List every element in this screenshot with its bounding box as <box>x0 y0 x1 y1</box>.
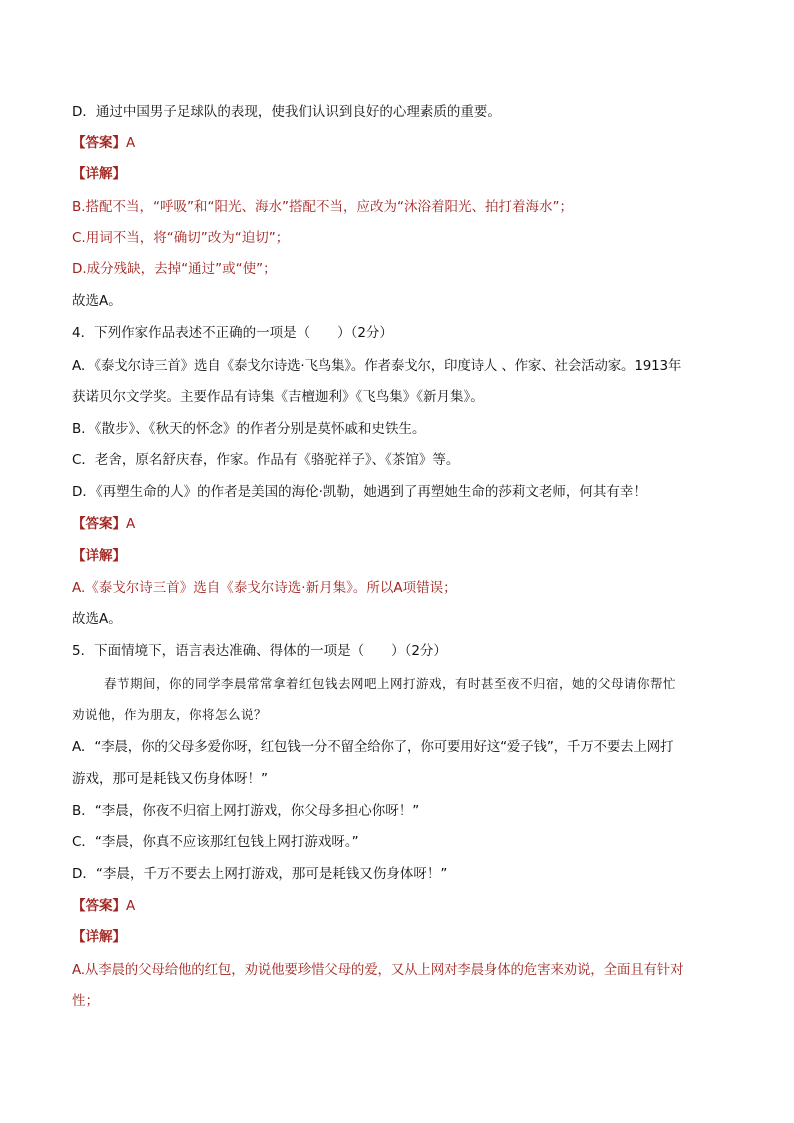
question-5-option-b: B．“李晨，你夜不归宿上网打游戏，你父母多担心你呀！” <box>72 803 420 819</box>
explanation-label: 【详解】 <box>72 548 126 564</box>
question-5-option-c: C．“李晨，你真不应该那红包钱上网打游戏呀。” <box>72 834 359 850</box>
question-5-option-a-cont: 游戏，那可是耗钱又伤身体呀！” <box>72 771 268 787</box>
question-4-option-a-cont: 获诺贝尔文学奖。主要作品有诗集《吉檀迦利》《飞鸟集》《新月集》。 <box>72 389 484 405</box>
question-5-option-a: A．“李晨，你的父母多爱你呀，红包钱一分不留全给你了，你可要用好这“爱子钱”，千万不要去上网打 <box>72 739 674 755</box>
option-d-q3: D．通过中国男子足球队的表现，使我们认识到良好的心理素质的重要。 <box>72 104 501 120</box>
answer-line-q4 <box>72 514 727 534</box>
answer-label: 【答案】 <box>72 135 126 151</box>
conclusion-q4: 故选A。 <box>72 611 122 627</box>
question-4-option-a: A．《泰戈尔诗三首》选自《泰戈尔诗选·飞鸟集》。作者泰戈尔，印度诗人 、作家、社会活动家。1913年 <box>72 358 682 374</box>
question-5-option-d: D．“李晨，千万不要去上网打游戏，那可是耗钱又伤身体呀！” <box>72 866 448 882</box>
explanation-a-q4: A.《泰戈尔诗三首》选自《泰戈尔诗选·新月集》。所以A项错误； <box>72 580 457 596</box>
question-4-stem: 4．下列作家作品表述不正确的一项是（ ）（2分） <box>72 325 393 341</box>
explanation-d: D.成分残缺，去掉“通过”或“使”； <box>72 261 277 277</box>
explanation-a-q5-cont: 性； <box>72 993 99 1009</box>
question-5-stem: 5．下面情境下，语言表达准确、得体的一项是（ ）（2分） <box>72 643 447 659</box>
question-4-option-c: C．老舍，原名舒庆春，作家。作品有《骆驼祥子》、《茶馆》等。 <box>72 452 460 468</box>
answer-value: A <box>126 135 136 151</box>
conclusion-q3: 故选A。 <box>72 293 122 309</box>
answer-line-q3 <box>72 133 727 153</box>
explanation-c: C.用词不当，将“确切”改为“迫切”； <box>72 230 290 246</box>
answer-label: 【答案】 <box>72 516 126 532</box>
answer-label: 【答案】 <box>72 898 126 914</box>
answer-line-q5 <box>72 896 727 916</box>
explanation-label: 【详解】 <box>72 166 126 182</box>
answer-value: A <box>126 516 136 532</box>
question-5-scenario-cont: 劝说他，作为朋友，你将怎么说？ <box>72 707 268 722</box>
question-5-scenario: 春节期间，你的同学李晨常常拿着红包钱去网吧上网打游戏，有时甚至夜不归宿，她的父母请你帮忙 <box>104 676 677 691</box>
question-4-option-b: B．《散步》、《秋天的怀念》的作者分别是莫怀戚和史铁生。 <box>72 421 426 437</box>
answer-value: A <box>126 898 136 914</box>
explanation-a-q5: A.从李晨的父母给他的红包，劝说他要珍惜父母的爱，又从上网对李晨身体的危害来劝说，全面且有针对 <box>72 962 684 978</box>
explanation-label: 【详解】 <box>72 929 126 945</box>
question-4-option-d: D．《再塑生命的人》的作者是美国的海伦·凯勒，她遇到了再塑她生命的莎莉文老师，何其有幸！ <box>72 484 647 500</box>
explanation-b: B.搭配不当，“呼吸”和“阳光、海水”搭配不当，应改为“沐浴着阳光、拍打着海水”； <box>72 199 574 215</box>
